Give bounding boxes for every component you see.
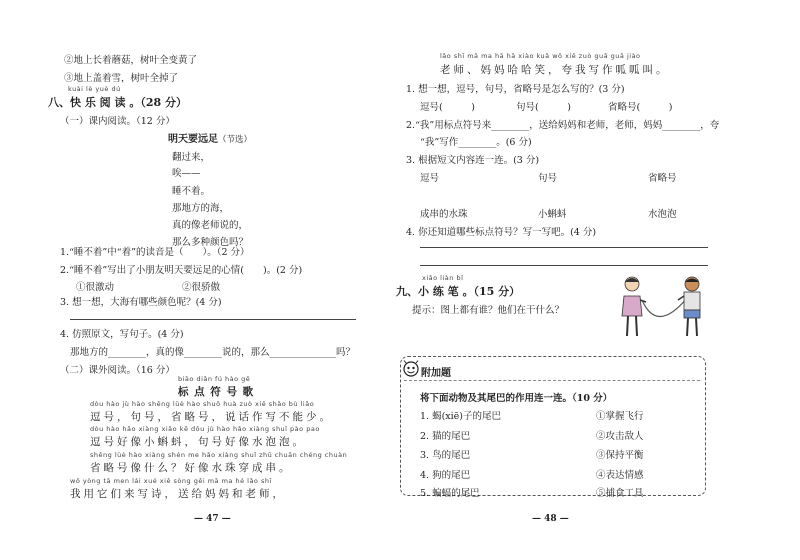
right-question-4: 4. 你还知道哪些标点符号？写一写吧。(4 分) — [406, 227, 597, 238]
song-title-pinyin: biāo diǎn fú hào gē — [178, 375, 251, 383]
tail-function-item[interactable]: ①掌握飞行 — [596, 411, 644, 422]
match-bottom-item[interactable]: 成串的水珠 — [420, 209, 468, 220]
section-9-title: 九、小 练 笔 。（15 分） — [396, 285, 521, 298]
poem-line: 那么多种颜色吗？ — [172, 237, 249, 248]
bonus-mascot-icon — [402, 360, 420, 378]
song-pinyin: lǎo shī mā ma hā hā xiào kuā wǒ xiě zuò guā guā jiào — [440, 52, 641, 60]
tail-function-item[interactable]: ④表达情感 — [596, 470, 644, 481]
bonus-label: 附加题 — [421, 368, 451, 379]
right-question-2[interactable]: 2.“我”用标点符号来________，送给妈妈和老师，老师，妈妈________，夸 — [406, 120, 720, 131]
match-top-item[interactable]: 逗号 — [420, 173, 440, 184]
song-line: 省略号像什么？好像水珠穿成串。 — [90, 462, 293, 474]
right-question-3: 3. 根据短文内容连一连。(3 分) — [406, 155, 540, 166]
tail-function-item[interactable]: ⑤捕食工具 — [596, 488, 644, 499]
option-3: ③地上盖着雪，树叶全掉了 — [64, 73, 179, 84]
section-8-title: 八、快 乐 阅 读 。（28 分） — [48, 96, 187, 109]
tail-function-item[interactable]: ②攻击敌人 — [596, 431, 644, 442]
poem-line: 翻过来， — [172, 152, 211, 163]
section-9-pinyin: xiǎo liàn bǐ — [422, 274, 464, 282]
question-4: 4. 仿照原文，写句子。(4 分) — [60, 329, 184, 340]
part-1-header: （一）课内阅读。（12 分） — [60, 116, 175, 127]
poem-line: 那地方的海， — [172, 203, 230, 214]
animal-tail-item[interactable]: 5. 蝙蝠的尾巴 — [420, 488, 480, 499]
poem-title: 明天要远足（节选） — [168, 134, 253, 145]
bonus-instruction: 将下面动物及其尾巴的作用连一连。（10 分） — [420, 393, 613, 404]
match-top-item[interactable]: 句号 — [538, 173, 558, 184]
right-question-1: 1. 想一想，逗号，句号，省略号是怎么写的？(3 分) — [406, 84, 625, 95]
song-title: 标 点 符 号 歌 — [178, 386, 255, 398]
question-4-fill[interactable]: 那地方的________，真的像________说的，那么______________吗？ — [70, 347, 356, 358]
page-number-right: — 48 — — [532, 514, 569, 524]
part-2-header: （二）课外阅读。（16 分） — [60, 365, 175, 376]
poem-line: 睡不着。 — [172, 186, 211, 197]
question-2: 2.“睡不着”写出了小朋友明天要远足的心情( )。(2 分) — [60, 265, 303, 276]
song-pinyin: shěng lüè hào xiàng shén me hǎo xiàng shuǐ zhū chuān chéng chuàn — [90, 451, 348, 459]
answer-line[interactable] — [420, 247, 708, 248]
answer-line[interactable] — [70, 319, 356, 320]
song-line: 老师、妈妈哈哈笑，夸我写作呱呱叫。 — [440, 64, 670, 76]
question-2-option-1[interactable]: ①很激动 — [76, 282, 115, 293]
animal-tail-item[interactable]: 3. 鸟的尾巴 — [420, 450, 471, 461]
kids-illustration — [612, 272, 712, 342]
song-line: 我用它们来写诗，送给妈妈和老师， — [70, 488, 286, 500]
writing-tip: 提示：图上都有谁？他们在干什么？ — [412, 305, 565, 316]
answer-line[interactable] — [420, 265, 708, 266]
jump-rope-icon — [642, 298, 687, 317]
question-1: 1.“睡不着”中“着”的读音是（ ）。（2 分） — [60, 247, 250, 258]
question-2-option-2[interactable]: ②很骄傲 — [182, 282, 221, 293]
boy-icon — [678, 277, 700, 336]
question-3: 3. 想一想，大海有哪些颜色呢？(4 分) — [60, 297, 222, 308]
match-bottom-item[interactable]: 水泡泡 — [648, 209, 677, 220]
match-top-item[interactable]: 省略号 — [648, 173, 677, 184]
song-line: 逗号，句号，省略号，说话作写不能少。 — [90, 411, 333, 423]
page-number-left: — 47 — — [194, 514, 231, 524]
option-2: ②地上长着蘑菇，树叶全变黄了 — [64, 55, 198, 66]
song-line: 逗号好像小蝌蚪，句号好像水泡泡。 — [90, 436, 306, 448]
animal-tail-item[interactable]: 1. 蝎(xiē)子的尾巴 — [420, 411, 502, 422]
girl-icon — [622, 277, 646, 336]
section-8-pinyin: kuài lè yuè dú — [68, 85, 121, 93]
animal-tail-item[interactable]: 2. 猫的尾巴 — [420, 431, 471, 442]
animal-tail-item[interactable]: 4. 狗的尾巴 — [420, 470, 471, 481]
song-pinyin: wǒ yòng tā men lái xué xiě sòng gěi mā ma hé lǎo shī — [70, 477, 272, 485]
song-pinyin: dòu hào jù hào shěng lüè hào shuō huà zuò xiě shǎo bù liǎo — [90, 400, 315, 408]
poem-line: 唉—— — [172, 168, 201, 179]
period-blank[interactable]: 句号( ) — [516, 102, 571, 113]
ellipsis-blank[interactable]: 省略号( ) — [608, 102, 673, 113]
bonus-divider — [404, 380, 700, 381]
comma-blank[interactable]: 逗号( ) — [420, 102, 475, 113]
poem-line: 真的像老师说的， — [172, 220, 249, 231]
match-bottom-item[interactable]: 小蝌蚪 — [538, 209, 567, 220]
tail-function-item[interactable]: ③保持平衡 — [596, 450, 644, 461]
song-pinyin: dòu hào hǎo xiàng xiǎo kē dǒu jù hào hǎo xiàng shuǐ pào pao — [90, 425, 320, 433]
right-question-2-cont[interactable]: “我”写作________。(6 分) — [420, 137, 532, 148]
